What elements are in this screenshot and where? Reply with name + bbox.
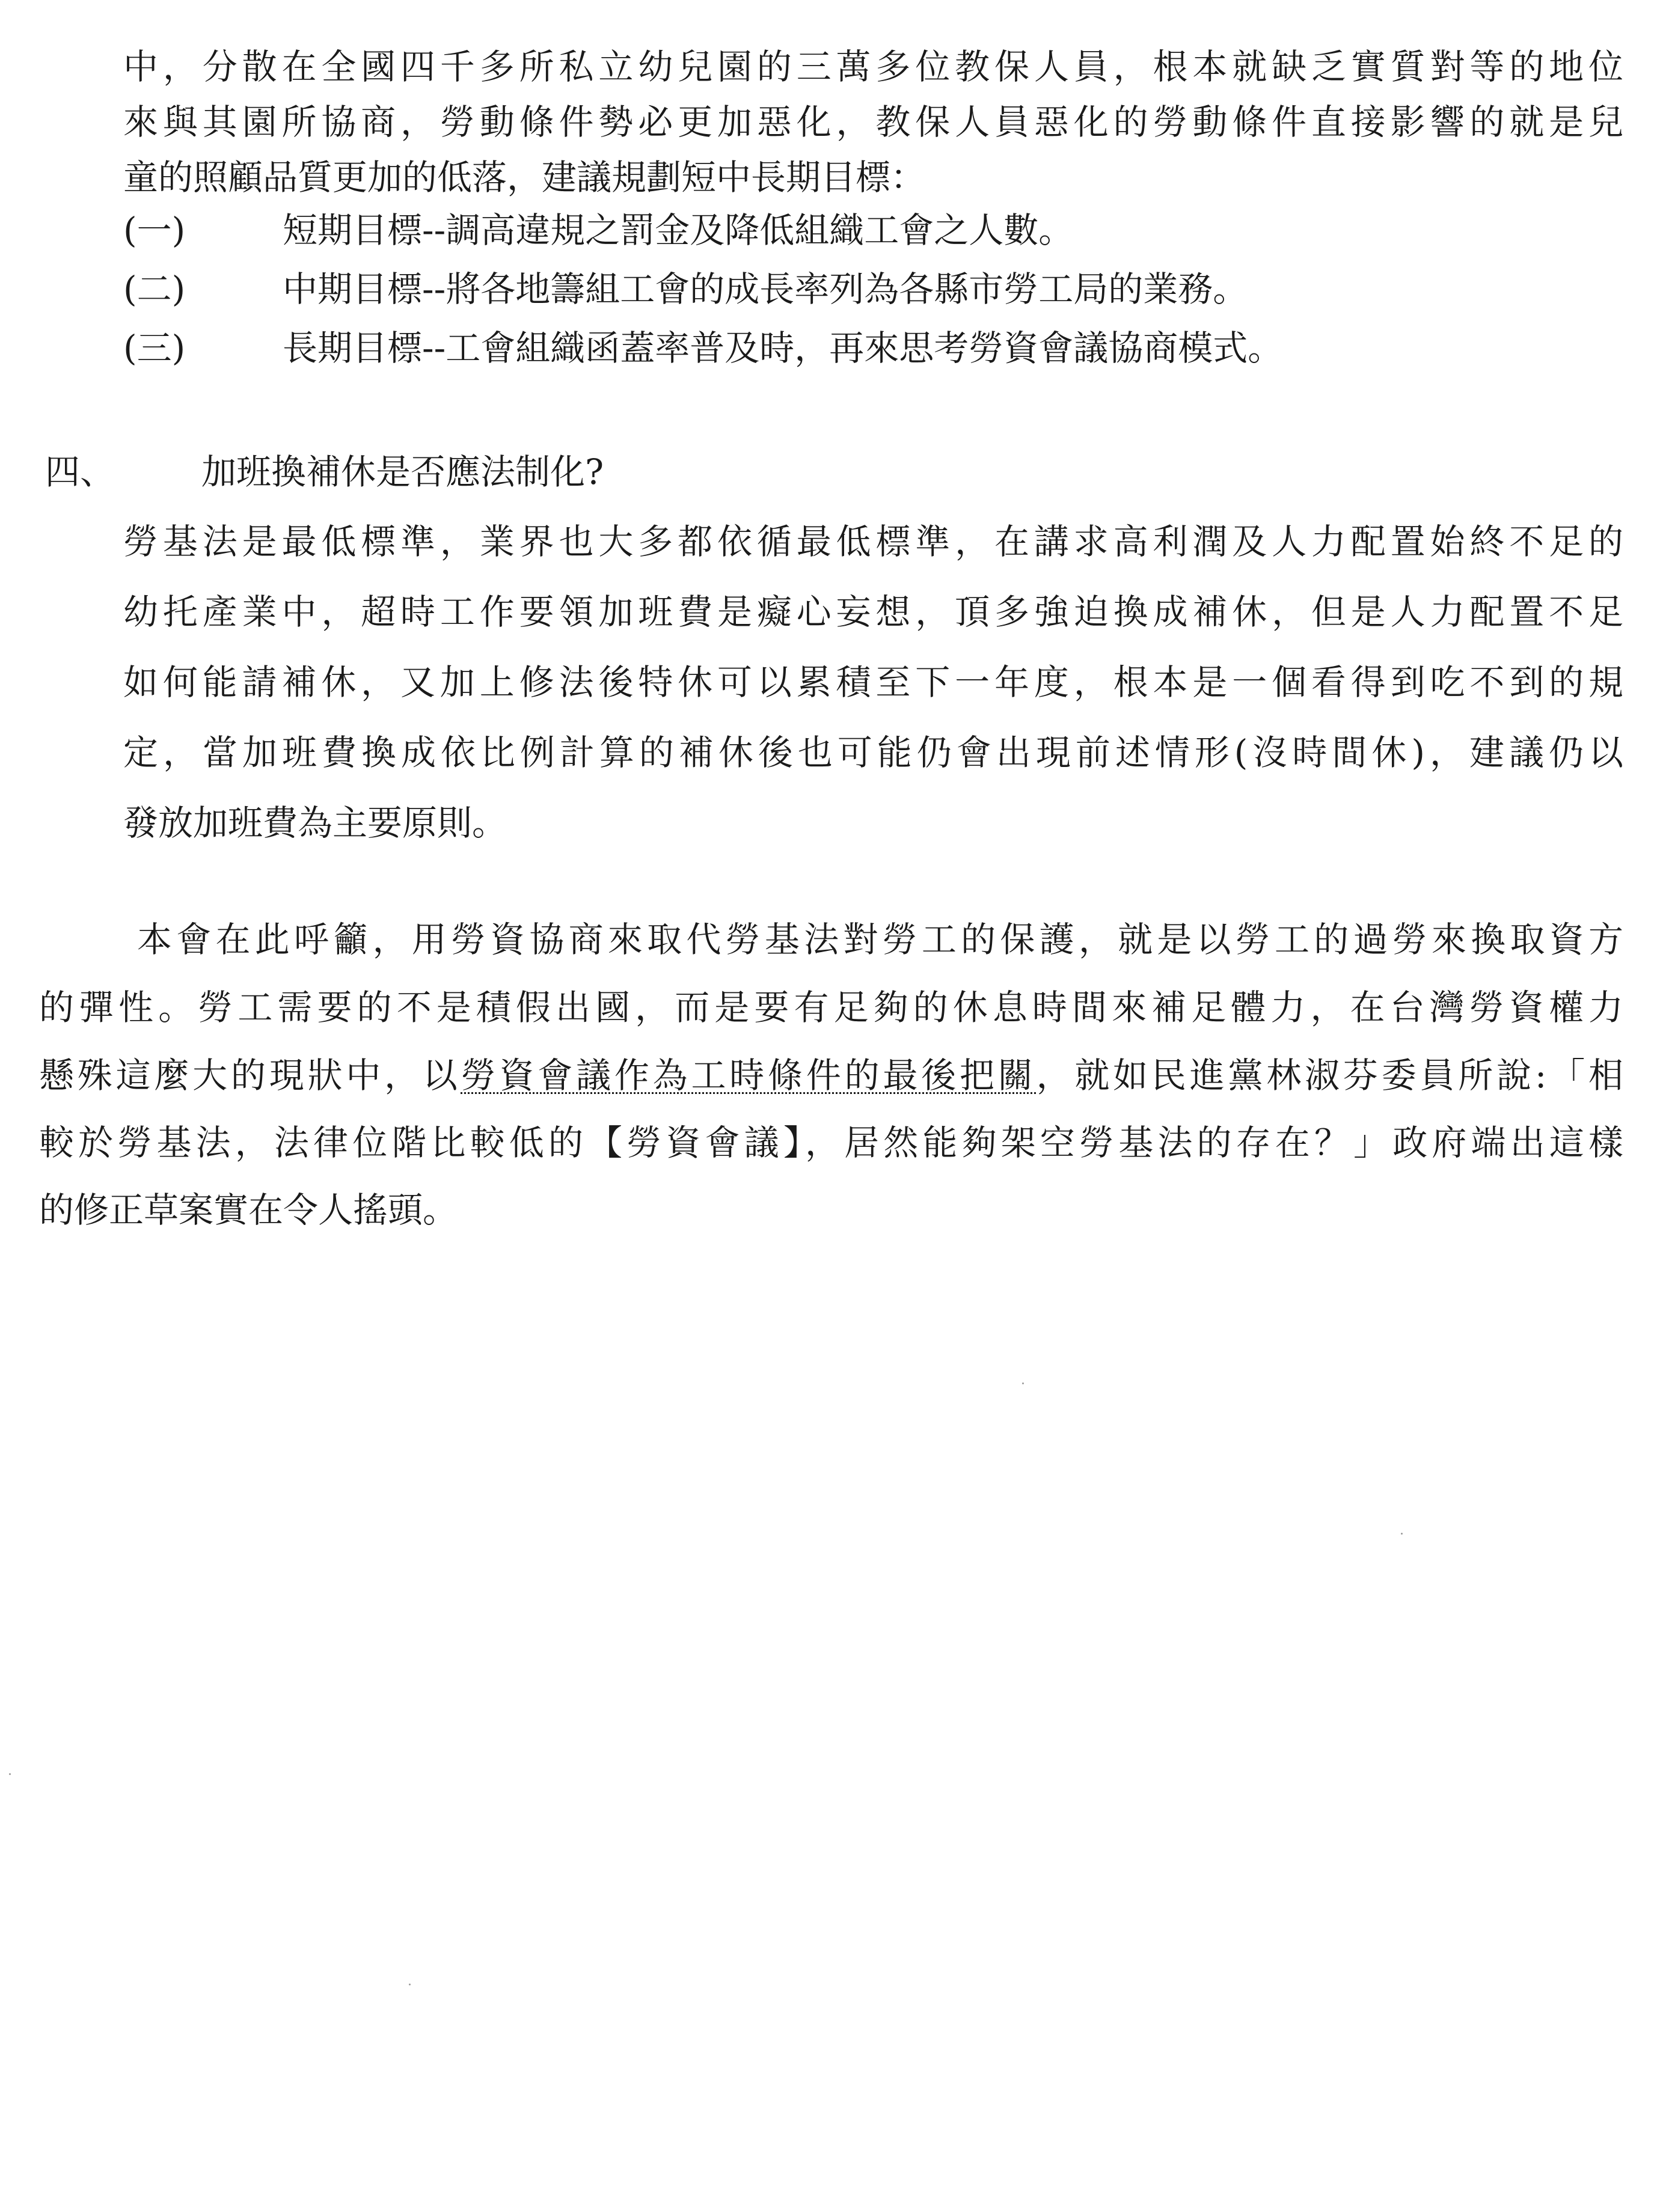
goal-3-number: (三) xyxy=(123,328,186,368)
section4-title: 加班換補休是否應法制化? xyxy=(201,451,604,492)
scan-speck xyxy=(1401,1533,1403,1535)
closing-line-3 xyxy=(39,1056,1623,1095)
scan-speck xyxy=(409,1984,411,1985)
section3-line-1: 中，分散在全國四千多所私立幼兒園的三萬多位教保人員，根本就缺乏實質對等的地位 xyxy=(123,46,1623,87)
section4-number: 四、 xyxy=(45,451,115,492)
closing-line-3-post: ，就如民進黨林淑芬委員所說:「相 xyxy=(1036,1055,1623,1096)
goal-1-number: (一) xyxy=(123,210,186,251)
closing-line-5: 的修正草案實在令人搖頭。 xyxy=(39,1190,458,1230)
section3-line-2: 來與其園所協商，勞動條件勢必更加惡化，教保人員惡化的勞動條件直接影響的就是兒 xyxy=(123,102,1623,142)
section3-line-3: 童的照顧品質更加的低落，建議規劃短中長期目標： xyxy=(123,157,926,198)
closing-line-1: 本會在此呼籲，用勞資協商來取代勞基法對勞工的保護，就是以勞工的過勞來換取資方 xyxy=(137,919,1623,960)
section4-line-1: 勞基法是最低標準，業界也大多都依循最低標準，在講求高利潤及人力配置始終不足的 xyxy=(123,521,1623,562)
scan-speck xyxy=(9,1773,11,1775)
goal-1-text: 短期目標--調高違規之罰金及降低組織工會之人數。 xyxy=(283,210,1074,251)
goal-2-text: 中期目標--將各地籌組工會的成長率列為各縣市勞工局的業務。 xyxy=(283,269,1248,310)
goal-3-text: 長期目標--工會組織函蓋率普及時，再來思考勞資會議協商模式。 xyxy=(283,328,1283,368)
closing-line-3-pre: 懸殊這麼大的現狀中，以 xyxy=(39,1055,461,1096)
closing-line-2: 的彈性。勞工需要的不是積假出國，而是要有足夠的休息時間來補足體力，在台灣勞資權力 xyxy=(39,987,1623,1028)
section4-line-3: 如何能請補休，又加上修法後特休可以累積至下一年度，根本是一個看得到吃不到的規 xyxy=(123,662,1623,703)
underlined-phrase: 勞資會議作為工時條件的最後把關 xyxy=(461,1055,1037,1096)
closing-line-4: 較於勞基法，法律位階比較低的【勞資會議】，居然能夠架空勞基法的存在？」政府端出這樣 xyxy=(39,1122,1623,1163)
section4-line-2: 幼托產業中，超時工作要領加班費是癡心妄想，頂多強迫換成補休，但是人力配置不足 xyxy=(123,591,1623,632)
goal-2-number: (二) xyxy=(123,269,186,310)
scan-speck xyxy=(1022,1382,1024,1384)
section4-line-5: 發放加班費為主要原則。 xyxy=(123,802,507,843)
section4-line-4: 定，當加班費換成依比例計算的補休後也可能仍會出現前述情形(沒時間休)，建議仍以 xyxy=(123,732,1623,773)
